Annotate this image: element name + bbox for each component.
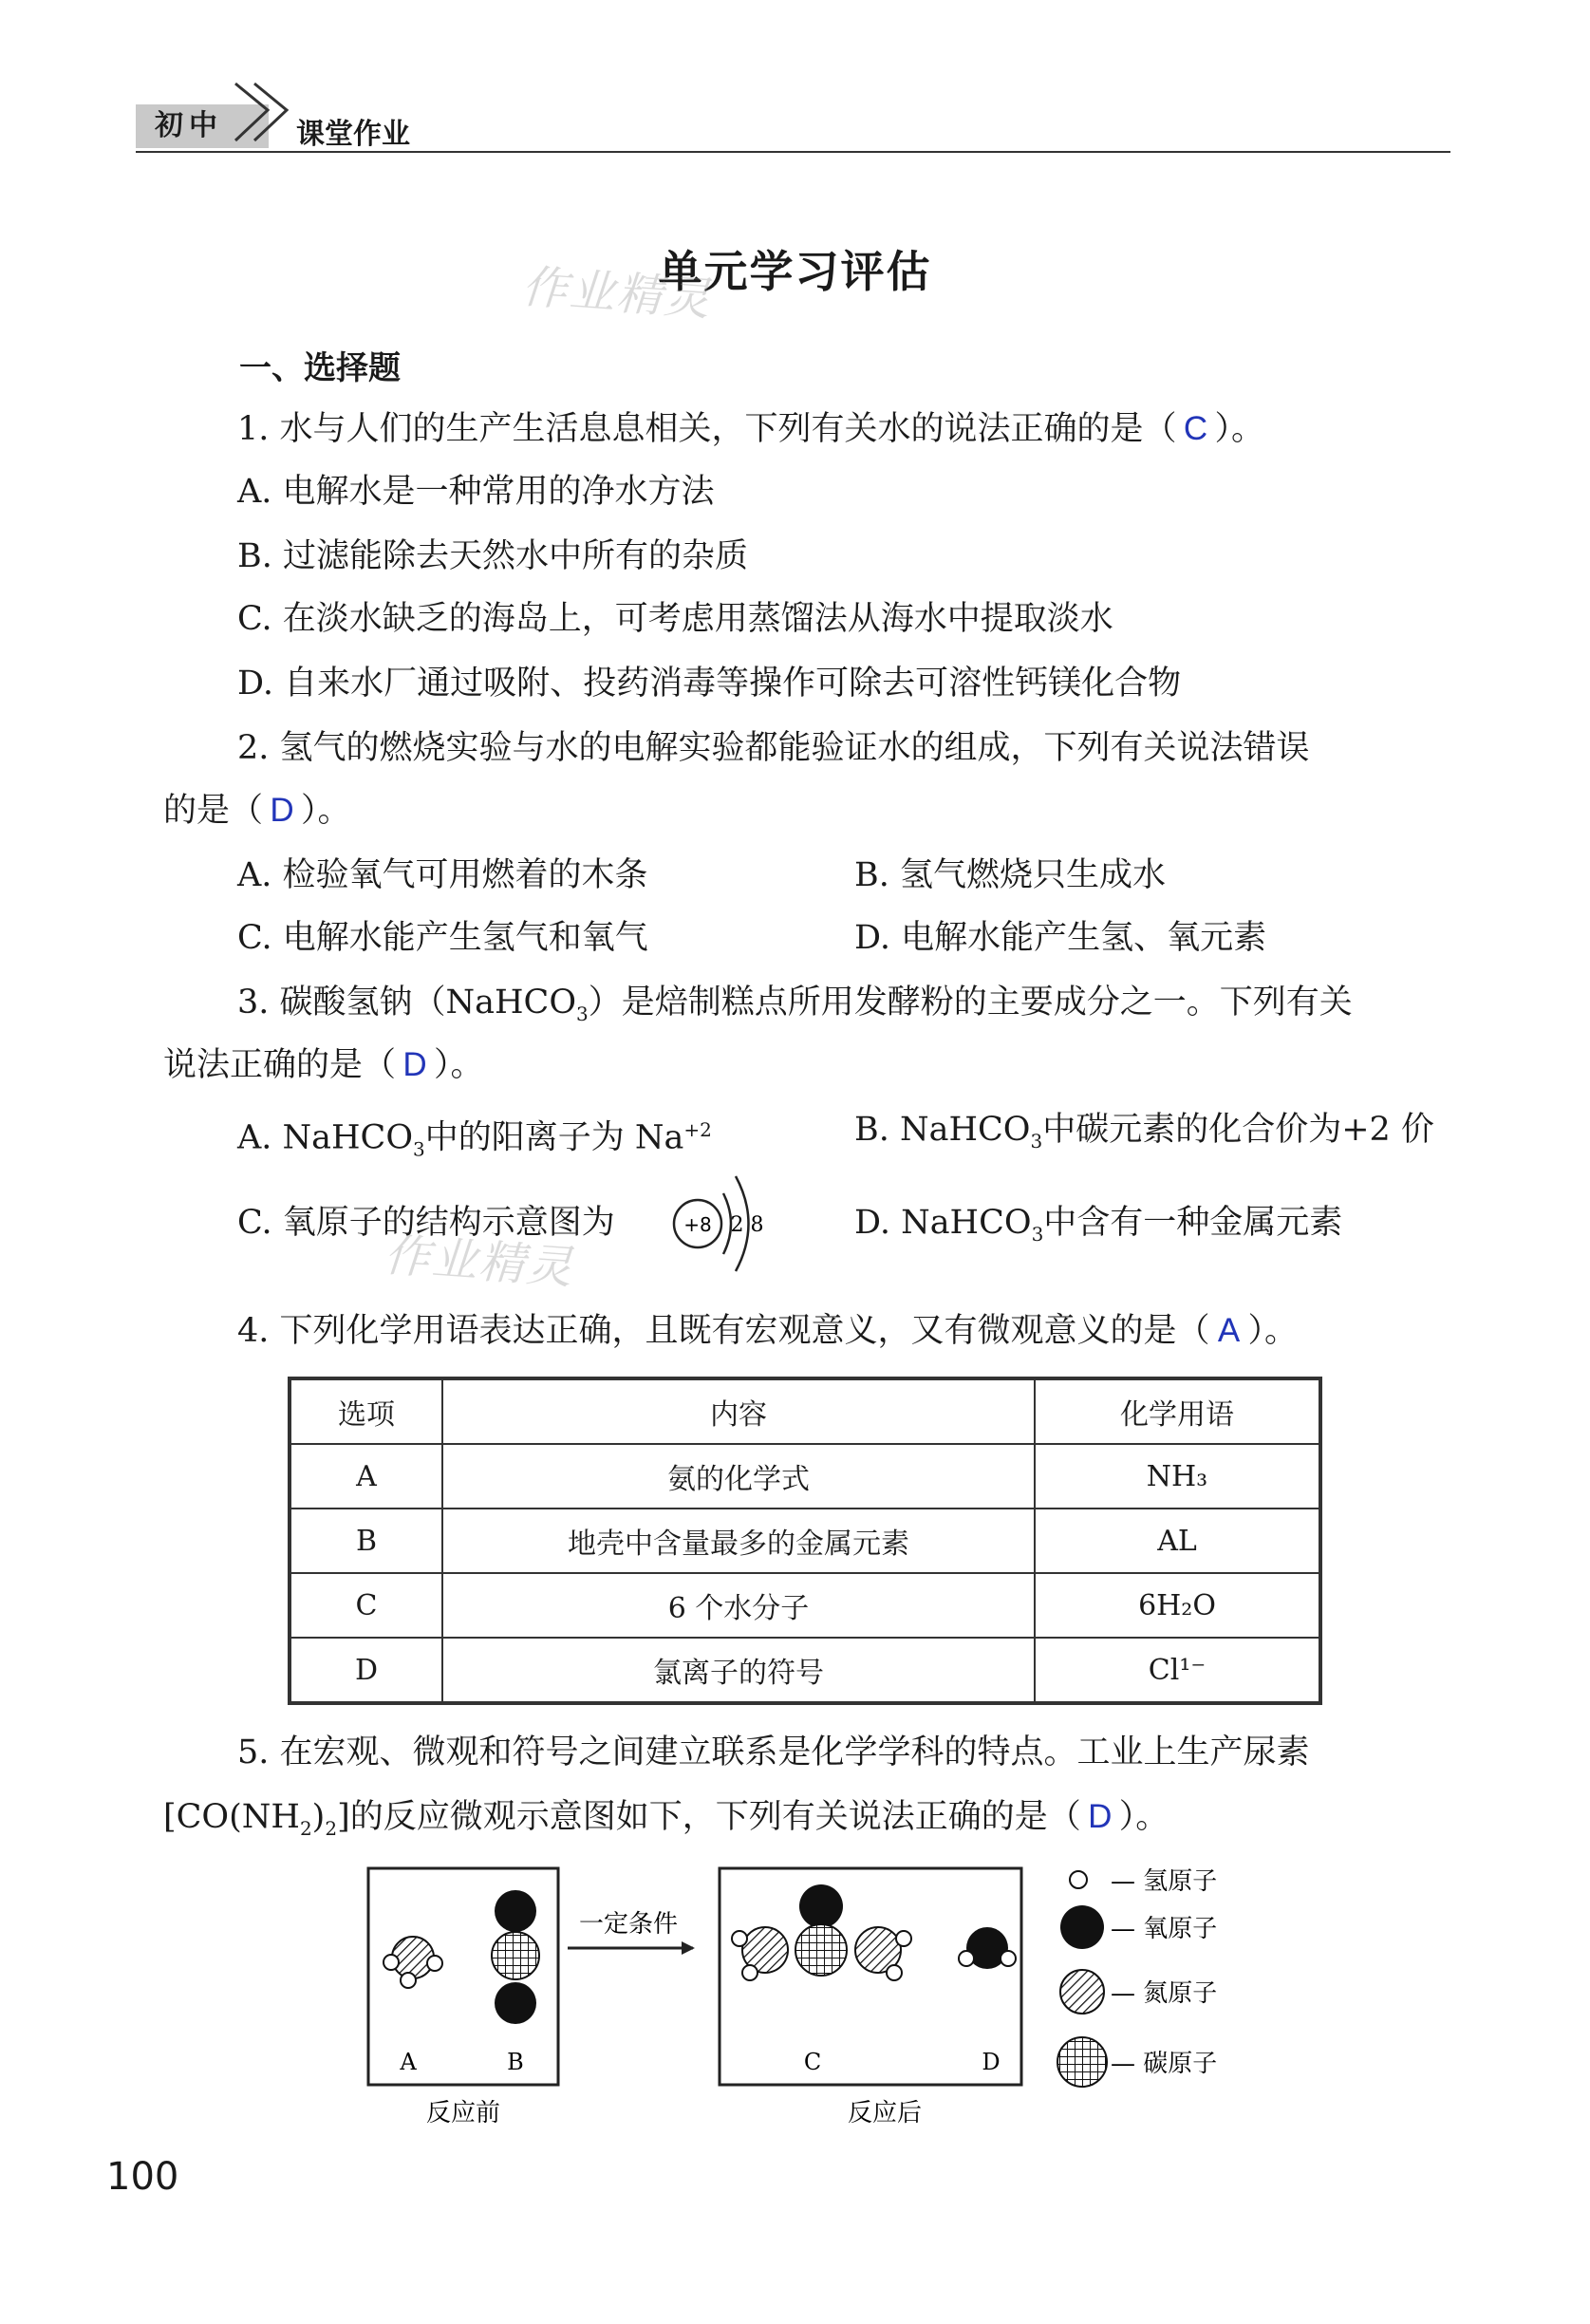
option: C. 氧原子的结构示意图为 <box>237 1204 615 1242</box>
table-row <box>290 1444 1320 1509</box>
option: A. 检验氧气可用燃着的木条 <box>237 856 648 894</box>
table-cell: 氨的化学式 <box>442 1444 1035 1509</box>
table-cell: A <box>290 1444 442 1509</box>
watermark: 作业精灵 <box>519 260 714 327</box>
legend-label: — 氮原子 <box>1111 1979 1218 2008</box>
header-rule <box>136 151 1450 153</box>
table-row <box>290 1509 1320 1573</box>
legend-label: — 氧原子 <box>1111 1915 1218 1943</box>
column-header: 化学用语 <box>1035 1378 1320 1444</box>
page-title: 单元学习评估 <box>658 246 932 297</box>
table-cell: 6 个水分子 <box>442 1573 1035 1638</box>
nucleus-label: +8 <box>683 1213 712 1236</box>
ammonia-molecule <box>383 1937 442 1988</box>
arrow-head-icon <box>682 1941 695 1955</box>
table-cell: B <box>290 1509 442 1573</box>
caption-after: 反应后 <box>847 2099 923 2127</box>
question-3-stem: 3. 碳酸氢钠（NaHCO$_3$）是焙制糕点所用发酵粉的主要成分之一。下列有关 <box>237 984 1353 1025</box>
reaction-diagram <box>361 1851 1357 2136</box>
question-1-stem: 1. 水与人们的生产生活息息相关，下列有关水的说法正确的是（ C ）。 <box>237 406 1264 452</box>
water-molecule <box>959 1927 1016 1969</box>
table-header-row <box>290 1378 1320 1444</box>
answer: A <box>1217 1312 1241 1349</box>
answer: D <box>270 792 294 829</box>
hydrogen-atom-icon <box>1070 1871 1087 1888</box>
reaction-condition: 一定条件 <box>578 1910 679 1939</box>
table-cell: C <box>290 1573 442 1638</box>
carbon-dioxide-molecule <box>492 1890 539 2024</box>
legend <box>1057 1867 1217 2087</box>
option: B. 过滤能除去天然水中所有的杂质 <box>237 537 748 575</box>
table-cell: D <box>290 1638 442 1703</box>
table-row <box>290 1638 1320 1703</box>
chevron-right-icon <box>228 74 304 150</box>
table-row <box>290 1573 1320 1638</box>
option: D. 自来水厂通过吸附、投药消毒等操作可除去可溶性钙镁化合物 <box>237 665 1182 703</box>
option: D. NaHCO$_3$中含有一种金属元素 <box>854 1204 1343 1246</box>
molecule-label: C <box>803 2049 822 2075</box>
table-cell: Cl¹⁻ <box>1035 1638 1320 1703</box>
options-table <box>288 1377 1322 1705</box>
option: B. NaHCO$_3$中碳元素的化合价为+2 价 <box>854 1111 1434 1153</box>
option: A. 电解水是一种常用的净水方法 <box>237 473 715 511</box>
option: C. 电解水能产生氢气和氧气 <box>237 919 648 957</box>
column-header: 选项 <box>290 1378 442 1444</box>
table-cell: 6H₂O <box>1035 1573 1320 1638</box>
answer: D <box>402 1046 427 1083</box>
answer: D <box>1088 1798 1113 1835</box>
question-4-stem: 4. 下列化学用语表达正确，且既有宏观意义，又有微观意义的是（ A ）。 <box>237 1308 1298 1354</box>
question-5-stem: 5. 在宏观、微观和符号之间建立联系是化学学科的特点。工业上生产尿素 <box>237 1734 1310 1771</box>
question-3-stem-cont: 说法正确的是（ D ）。 <box>163 1042 484 1088</box>
legend-label: — 氢原子 <box>1111 1867 1218 1896</box>
nitrogen-atom-icon <box>1060 1970 1104 2014</box>
answer: C <box>1183 410 1208 447</box>
urea-molecule <box>732 1884 911 1980</box>
carbon-atom-icon <box>1057 2037 1107 2087</box>
header-subtitle: 课堂作业 <box>296 118 410 151</box>
shell-electrons: 2 8 <box>730 1213 764 1237</box>
option: C. 在淡水缺乏的海岛上，可考虑用蒸馏法从海水中提取淡水 <box>237 600 1113 638</box>
table-cell: 氯离子的符号 <box>442 1638 1035 1703</box>
oxygen-atom-structure <box>664 1163 778 1286</box>
table-cell: NH₃ <box>1035 1444 1320 1509</box>
page-number: 100 <box>106 2155 179 2199</box>
option: D. 电解水能产生氢、氧元素 <box>854 919 1267 957</box>
option: A. NaHCO$_3$中的阳离子为 $Na^{+2}$ <box>237 1118 712 1161</box>
molecule-label: B <box>507 2049 524 2075</box>
after-box <box>720 1868 1021 2085</box>
table-cell: AL <box>1035 1509 1320 1573</box>
section-heading: 一、选择题 <box>239 349 401 387</box>
molecule-label: A <box>400 2049 417 2075</box>
question-2-stem-cont: 的是（ D ）。 <box>163 788 351 834</box>
column-header: 内容 <box>442 1378 1035 1444</box>
molecule-label: D <box>982 2049 1001 2075</box>
question-5-stem-cont: $[CO(NH_2)_2]$的反应微观示意图如下，下列有关说法正确的是（ D ）。 <box>163 1794 1169 1851</box>
header-tab: 初中 <box>136 104 269 148</box>
watermark: 作业精灵 <box>382 1228 576 1295</box>
legend-label: — 碳原子 <box>1111 2050 1218 2078</box>
oxygen-atom-icon <box>1060 1905 1104 1949</box>
question-2-stem: 2. 氢气的燃烧实验与水的电解实验都能验证水的组成，下列有关说法错误 <box>237 729 1310 767</box>
option: B. 氢气燃烧只生成水 <box>854 856 1166 894</box>
caption-before: 反应前 <box>425 2099 501 2127</box>
table-cell: 地壳中含量最多的金属元素 <box>442 1509 1035 1573</box>
